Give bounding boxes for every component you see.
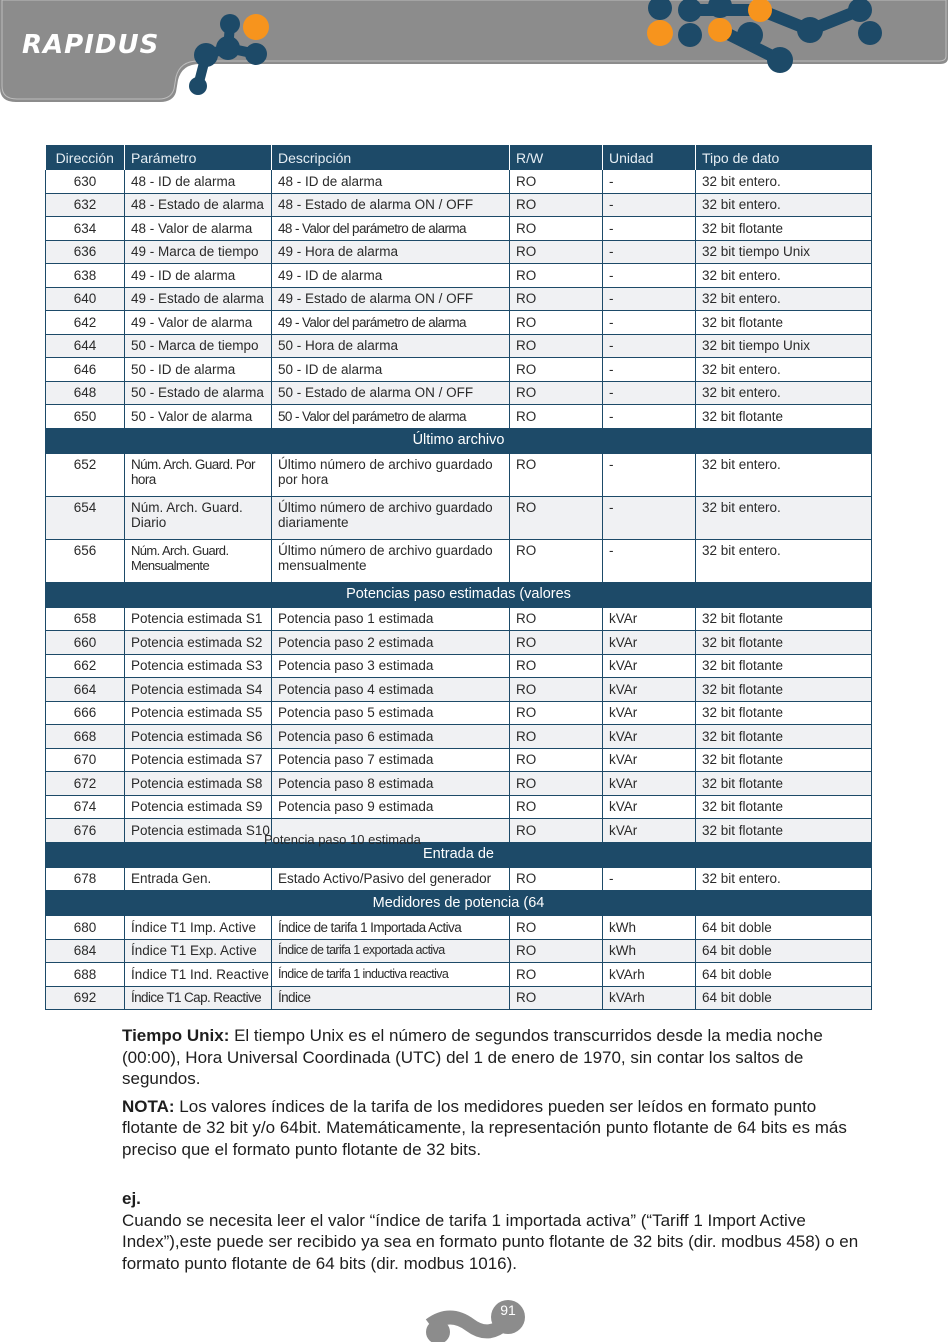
header-parameter: Parámetro [125,145,272,170]
cell-description: 49 - Hora de alarma [272,240,510,264]
unix-time-label: Tiempo Unix: [122,1026,230,1045]
cell-address: 662 [46,654,125,678]
cell-parameter: 49 - Marca de tiempo [125,240,272,264]
table-row [46,607,872,631]
cell-description: 50 - Hora de alarma [272,334,510,358]
cell-parameter: 49 - ID de alarma [125,264,272,288]
cell-unit: - [603,264,696,288]
cell-data-type: 32 bit flotante [696,631,872,655]
cell-description: 50 - Valor del parámetro de alarma [272,405,510,429]
cell-address: 644 [46,334,125,358]
table-row [46,287,872,311]
cell-rw: RO [510,916,603,940]
cell-rw: RO [510,986,603,1010]
cell-data-type: 32 bit tiempo Unix [696,240,872,264]
cell-rw: RO [510,678,603,702]
cell-parameter: 48 - Estado de alarma [125,193,272,217]
cell-rw: RO [510,240,603,264]
cell-unit: kVAr [603,748,696,772]
cell-rw: RO [510,264,603,288]
cell-unit: kVAr [603,725,696,749]
table-row [46,678,872,702]
cell-unit: - [603,405,696,429]
cell-unit: kVArh [603,986,696,1010]
cell-data-type: 32 bit entero. [696,867,872,891]
cell-data-type: 32 bit flotante [696,795,872,819]
cell-address: 658 [46,607,125,631]
cell-rw: RO [510,381,603,405]
table-row [46,939,872,963]
footnotes [122,1025,862,1280]
cell-description: Potencia paso 8 estimada [272,772,510,796]
cell-unit: kVAr [603,772,696,796]
cell-address: 664 [46,678,125,702]
cell-data-type: 32 bit entero. [696,193,872,217]
cell-unit: - [603,381,696,405]
cell-description-text: Potencia paso 10 estimada [264,832,421,847]
section-header-row [46,842,872,867]
cell-address: 636 [46,240,125,264]
section-header-row [46,582,872,607]
table-header-row [46,145,872,170]
cell-rw: RO [510,819,603,843]
cell-unit: kVAr [603,607,696,631]
cell-address: 676 [46,819,125,843]
unix-time-note [122,1025,862,1090]
cell-description: 48 - Valor del parámetro de alarma [272,217,510,241]
cell-address: 680 [46,916,125,940]
example-text: Cuando se necesita leer el valor “índice de tarifa 1 importada activa” (“Tariff 1 Import Active Index”),este puede ser recibido ya sea en formato punto flotante de 32 bits (dir. modbus 458) o en formato punto flotante de 64 bits (dir. modbus 1016). [122,1210,859,1273]
cell-rw: RO [510,358,603,382]
cell-data-type: 64 bit doble [696,963,872,987]
cell-address: 674 [46,795,125,819]
cell-rw: RO [510,725,603,749]
cell-parameter: Potencia estimada S2 [125,631,272,655]
cell-unit: - [603,240,696,264]
cell-description: 50 - Estado de alarma ON / OFF [272,381,510,405]
cell-data-type: 32 bit flotante [696,311,872,335]
cell-unit: - [603,358,696,382]
nota-label: NOTA: [122,1096,175,1116]
cell-parameter: Núm. Arch. Guard. Diario [125,496,272,539]
cell-data-type: 32 bit entero. [696,381,872,405]
section-title: Potencias paso estimadas (valores [46,582,872,607]
cell-address: 692 [46,986,125,1010]
cell-data-type: 32 bit entero. [696,496,872,539]
cell-description: 48 - Estado de alarma ON / OFF [272,193,510,217]
cell-address: 688 [46,963,125,987]
cell-description: Índice [272,986,510,1010]
cell-address: 670 [46,748,125,772]
cell-rw: RO [510,607,603,631]
cell-unit: - [603,539,696,582]
cell-unit: - [603,496,696,539]
cell-rw: RO [510,963,603,987]
table-row [46,170,872,193]
header-description: Descripción [272,145,510,170]
cell-address: 684 [46,939,125,963]
cell-description: Índice de tarifa 1 inductiva reactiva [272,963,510,987]
cell-address: 668 [46,725,125,749]
header-unit: Unidad [603,145,696,170]
cell-data-type: 64 bit doble [696,916,872,940]
cell-data-type: 32 bit flotante [696,607,872,631]
cell-description: Último número de archivo guardado mensualmente [272,539,510,582]
cell-unit: - [603,217,696,241]
table-row [46,311,872,335]
cell-parameter: Potencia estimada S3 [125,654,272,678]
cell-description: Índice de tarifa 1 exportada activa [272,939,510,963]
table-row [46,334,872,358]
cell-unit: kVAr [603,819,696,843]
cell-unit: - [603,193,696,217]
cell-description: Potencia paso 3 estimada [272,654,510,678]
cell-address: 632 [46,193,125,217]
cell-parameter: 49 - Valor de alarma [125,311,272,335]
cell-parameter: Potencia estimada S4 [125,678,272,702]
cell-unit: - [603,334,696,358]
cell-address: 652 [46,453,125,496]
table-row [46,539,872,582]
example-note [122,1188,862,1210]
cell-parameter: Potencia estimada S8 [125,772,272,796]
cell-address: 654 [46,496,125,539]
header-rw: R/W [510,145,603,170]
table-row [46,748,872,772]
cell-data-type: 64 bit doble [696,986,872,1010]
cell-data-type: 32 bit flotante [696,678,872,702]
cell-rw: RO [510,939,603,963]
cell-parameter: 50 - Estado de alarma [125,381,272,405]
cell-rw: RO [510,311,603,335]
cell-address: 672 [46,772,125,796]
cell-data-type: 32 bit flotante [696,819,872,843]
modbus-register-table [45,145,871,1010]
table-row [46,381,872,405]
cell-data-type: 32 bit entero. [696,453,872,496]
table-row [46,264,872,288]
cell-data-type: 32 bit entero. [696,170,872,193]
cell-rw: RO [510,654,603,678]
cell-parameter: Potencia estimada S5 [125,701,272,725]
cell-rw: RO [510,748,603,772]
cell-description: Índice de tarifa 1 Importada Activa [272,916,510,940]
cell-parameter: 49 - Estado de alarma [125,287,272,311]
unix-time-text: El tiempo Unix es el número de segundos transcurridos desde la media noche (00:00), Hora Universal Coordinada (UTC) del 1 de enero de 1970, sin contar los saltos de segundos. [122,1026,823,1088]
cell-data-type: 32 bit flotante [696,654,872,678]
cell-parameter: 50 - Valor de alarma [125,405,272,429]
cell-rw: RO [510,334,603,358]
rapidus-logo: RAPIDUS [22,30,160,60]
table-row [46,772,872,796]
cell-description: Último número de archivo guardado diariamente [272,496,510,539]
cell-rw: RO [510,405,603,429]
cell-address: 660 [46,631,125,655]
cell-parameter: Índice T1 Imp. Active [125,916,272,940]
cell-rw: RO [510,867,603,891]
page-number: 91 [500,1302,516,1318]
cell-description: Potencia paso 9 estimada [272,795,510,819]
table-row [46,631,872,655]
cell-parameter: Potencia estimada S7 [125,748,272,772]
cell-address: 630 [46,170,125,193]
cell-rw: RO [510,287,603,311]
cell-parameter: 48 - Valor de alarma [125,217,272,241]
cell-parameter: Índice T1 Ind. Reactive [125,963,272,987]
cell-parameter: Potencia estimada S6 [125,725,272,749]
cell-description: 49 - Valor del parámetro de alarma [272,311,510,335]
table-row [46,916,872,940]
cell-unit: kVAr [603,678,696,702]
cell-address: 634 [46,217,125,241]
table-row [46,453,872,496]
cell-rw: RO [510,701,603,725]
example-label: ej. [122,1189,141,1208]
section-header-row [46,891,872,916]
table-row [46,795,872,819]
cell-rw: RO [510,170,603,193]
cell-unit: kVAr [603,701,696,725]
cell-description: 49 - ID de alarma [272,264,510,288]
section-title: Medidores de potencia (64 [46,891,872,916]
cell-address: 646 [46,358,125,382]
cell-rw: RO [510,193,603,217]
header-data-type: Tipo de dato [696,145,872,170]
cell-description: Potencia paso 5 estimada [272,701,510,725]
cell-rw: RO [510,795,603,819]
cell-unit: - [603,311,696,335]
table-row [46,496,872,539]
cell-unit: kWh [603,939,696,963]
cell-description: 49 - Estado de alarma ON / OFF [272,287,510,311]
cell-unit: kVAr [603,654,696,678]
nota-note [122,1096,862,1161]
cell-description: 50 - ID de alarma [272,358,510,382]
table-row [46,867,872,891]
table-row [46,819,872,843]
cell-description [264,819,510,847]
cell-data-type: 32 bit tiempo Unix [696,334,872,358]
cell-data-type: 32 bit entero. [696,287,872,311]
cell-unit: - [603,867,696,891]
cell-description: Potencia paso 2 estimada [272,631,510,655]
table-row [46,217,872,241]
cell-description: Potencia paso 1 estimada [272,607,510,631]
cell-data-type: 32 bit flotante [696,725,872,749]
cell-parameter: Potencia estimada S10 [125,819,272,843]
cell-description: Potencia paso 7 estimada [272,748,510,772]
table-row [46,405,872,429]
cell-parameter: Núm. Arch. Guard. Mensualmente [125,539,272,582]
cell-address: 640 [46,287,125,311]
cell-address: 638 [46,264,125,288]
table-row [46,654,872,678]
cell-data-type: 64 bit doble [696,939,872,963]
cell-unit: kVAr [603,631,696,655]
cell-parameter: Núm. Arch. Guard. Por hora [125,453,272,496]
cell-address: 648 [46,381,125,405]
cell-parameter: 50 - Marca de tiempo [125,334,272,358]
cell-parameter: Entrada Gen. [125,867,272,891]
cell-parameter: 48 - ID de alarma [125,170,272,193]
table-row [46,963,872,987]
section-title: Entrada de [46,842,872,867]
table-row [46,358,872,382]
cell-data-type: 32 bit flotante [696,772,872,796]
cell-rw: RO [510,631,603,655]
cell-data-type: 32 bit flotante [696,217,872,241]
cell-parameter: Potencia estimada S1 [125,607,272,631]
cell-address: 666 [46,701,125,725]
cell-rw: RO [510,217,603,241]
cell-unit: - [603,453,696,496]
cell-parameter: 50 - ID de alarma [125,358,272,382]
cell-data-type: 32 bit entero. [696,539,872,582]
table-row [46,725,872,749]
cell-parameter: Potencia estimada S9 [125,795,272,819]
section-header-row [46,428,872,453]
table-row [46,193,872,217]
cell-rw: RO [510,453,603,496]
table-row [46,701,872,725]
header-address: Dirección [46,145,125,170]
cell-parameter: Índice T1 Cap. Reactive [125,986,272,1010]
table-row [46,240,872,264]
nota-text: Los valores índices de la tarifa de los medidores pueden ser leídos en formato punto flotante de 32 bit y/o 64bit. Matemáticamente, la representación punto flotante de 64 bits es más preciso que el formato punto flotante de 32 bits. [122,1096,847,1159]
cell-unit: - [603,287,696,311]
table-row [46,986,872,1010]
cell-rw: RO [510,772,603,796]
cell-data-type: 32 bit flotante [696,748,872,772]
cell-rw: RO [510,539,603,582]
cell-description: Estado Activo/Pasivo del generador [272,867,510,891]
cell-unit: kWh [603,916,696,940]
cell-address: 678 [46,867,125,891]
cell-unit: kVArh [603,963,696,987]
cell-address: 642 [46,311,125,335]
cell-unit: - [603,170,696,193]
cell-unit: kVAr [603,795,696,819]
cell-description: Potencia paso 4 estimada [272,678,510,702]
section-title: Último archivo [46,428,872,453]
cell-parameter: Índice T1 Exp. Active [125,939,272,963]
cell-data-type: 32 bit entero. [696,358,872,382]
cell-description: Potencia paso 6 estimada [272,725,510,749]
cell-address: 650 [46,405,125,429]
cell-data-type: 32 bit flotante [696,701,872,725]
cell-data-type: 32 bit flotante [696,405,872,429]
cell-address: 656 [46,539,125,582]
cell-description: 48 - ID de alarma [272,170,510,193]
cell-rw: RO [510,496,603,539]
cell-description: Último número de archivo guardado por hora [272,453,510,496]
cell-data-type: 32 bit entero. [696,264,872,288]
